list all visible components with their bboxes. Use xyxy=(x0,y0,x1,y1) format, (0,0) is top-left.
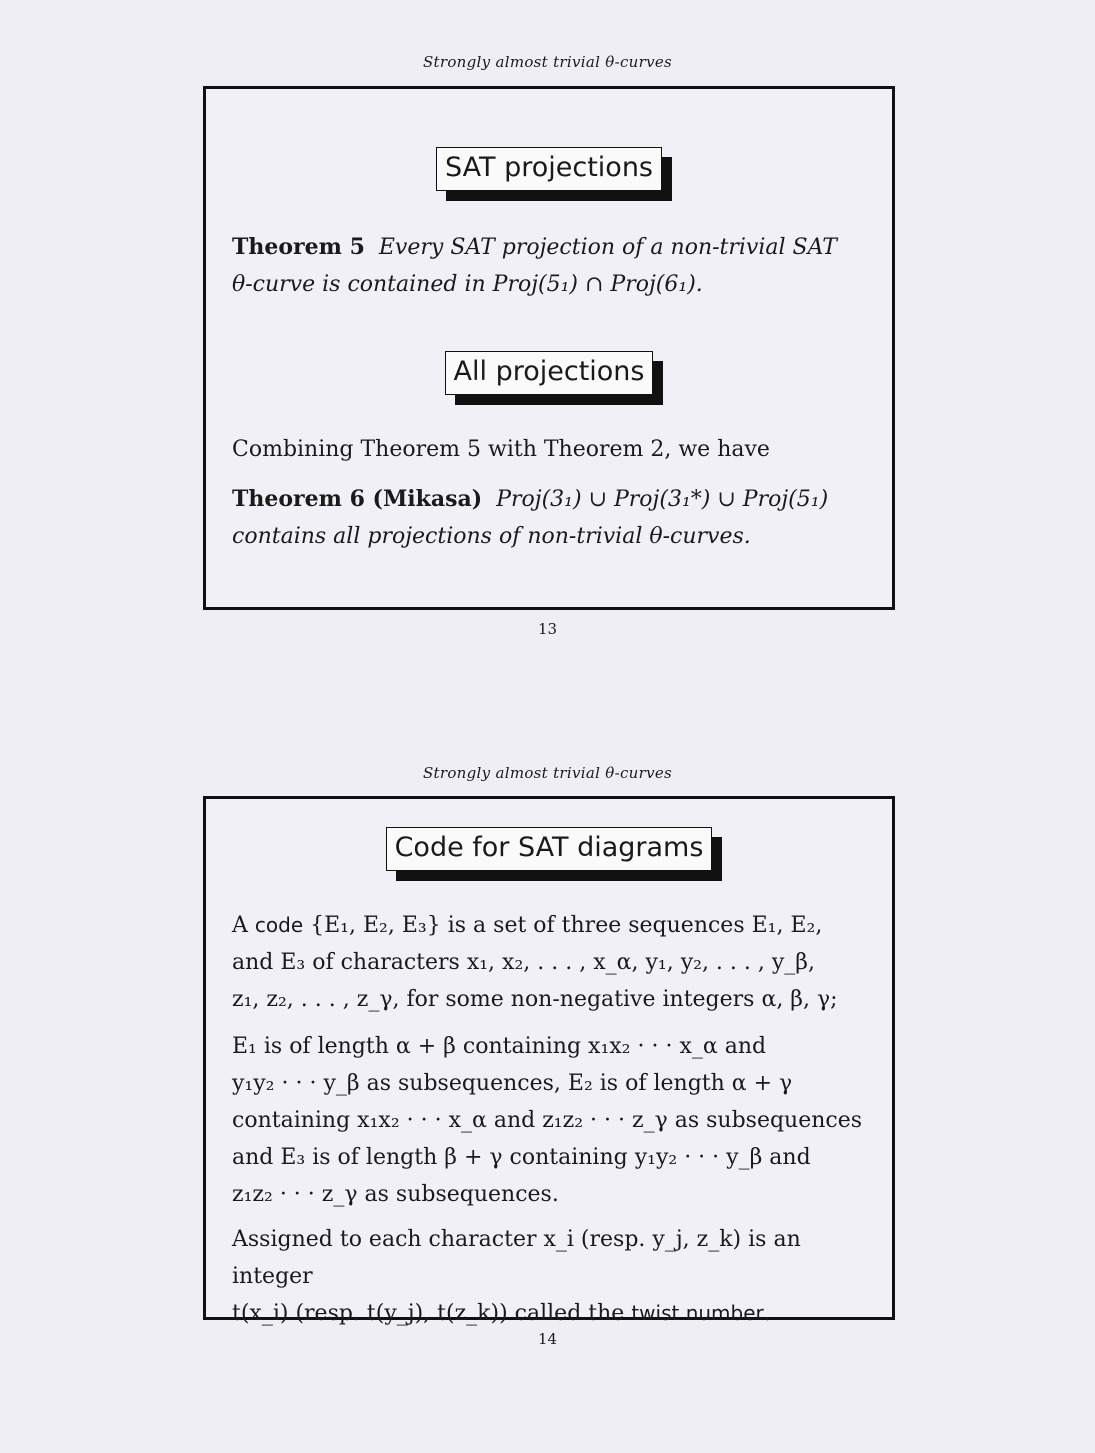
theorem-6-label: Theorem 6 (Mikasa) xyxy=(232,486,483,512)
p2-line5: z₁z₂ · · · z_γ as subsequences. xyxy=(232,1182,559,1207)
running-head-13: Strongly almost trivial θ-curves xyxy=(422,53,673,71)
theorem-5-line2: θ-curve is contained in Proj(5₁) ∩ Proj(6₁). xyxy=(232,272,703,297)
p2-line4: and E₃ is of length β + γ containing y₁y₂ · · · y_β and xyxy=(232,1145,811,1170)
theorem-6-line1: Proj(3₁) ∪ Proj(3₁*) ∪ Proj(5₁) xyxy=(496,487,829,512)
heading-code-sat-diagrams: Code for SAT diagrams xyxy=(386,827,713,871)
paragraph-code-definition xyxy=(232,907,882,1018)
p3-line2: t(x_i) (resp. t(y_j), t(z_k)) called the xyxy=(232,1301,625,1326)
p1-line2: and E₃ of characters x₁, x₂, . . . , x_α, y₁, y₂, . . . , y_β, xyxy=(232,950,816,975)
heading-all-projections: All projections xyxy=(445,351,654,395)
running-head-14: Strongly almost trivial θ-curves xyxy=(422,764,673,782)
page-number-13: 13 xyxy=(537,620,558,638)
heading-sat-projections: SAT projections xyxy=(436,147,662,191)
p3-line1: Assigned to each character x_i (resp. y_j, z_k) is an integer xyxy=(232,1227,801,1289)
p1-b: {E₁, E₂, E₃} is a set of three sequences E₁, E₂, xyxy=(310,913,823,938)
p2-line3: containing x₁x₂ · · · x_α and z₁z₂ · · · z_γ as subsequences xyxy=(232,1108,863,1133)
paragraph-twist-number xyxy=(232,1221,882,1332)
term-code: code xyxy=(254,913,304,937)
heading-wrap-code xyxy=(206,827,892,871)
heading-wrap-all xyxy=(206,351,892,395)
theorem-5 xyxy=(232,229,882,303)
p2-line2: y₁y₂ · · · y_β as subsequences, E₂ is of length α + γ xyxy=(232,1071,793,1096)
p1-a: A xyxy=(232,913,248,938)
theorem-5-label: Theorem 5 xyxy=(232,234,365,260)
heading-wrap-sat xyxy=(206,147,892,191)
p2-line1: E₁ is of length α + β containing x₁x₂ · · · x_α and xyxy=(232,1034,767,1059)
theorem-6-line2: contains all projections of non-trivial θ-curves. xyxy=(232,524,751,549)
combine-text: Combining Theorem 5 with Theorem 2, we have xyxy=(232,437,770,462)
p3-end: . xyxy=(763,1301,771,1326)
slide-14 xyxy=(203,796,895,1326)
slide-13 xyxy=(203,86,895,610)
paragraph-lengths xyxy=(232,1028,882,1213)
term-twist-number: twist number xyxy=(631,1301,764,1325)
theorem-5-line1: Every SAT projection of a non-trivial SAT xyxy=(378,235,837,260)
theorem-6 xyxy=(232,481,882,555)
page-number-14: 14 xyxy=(537,1330,558,1348)
p1-line3: z₁, z₂, . . . , z_γ, for some non-negative integers α, β, γ; xyxy=(232,987,838,1012)
